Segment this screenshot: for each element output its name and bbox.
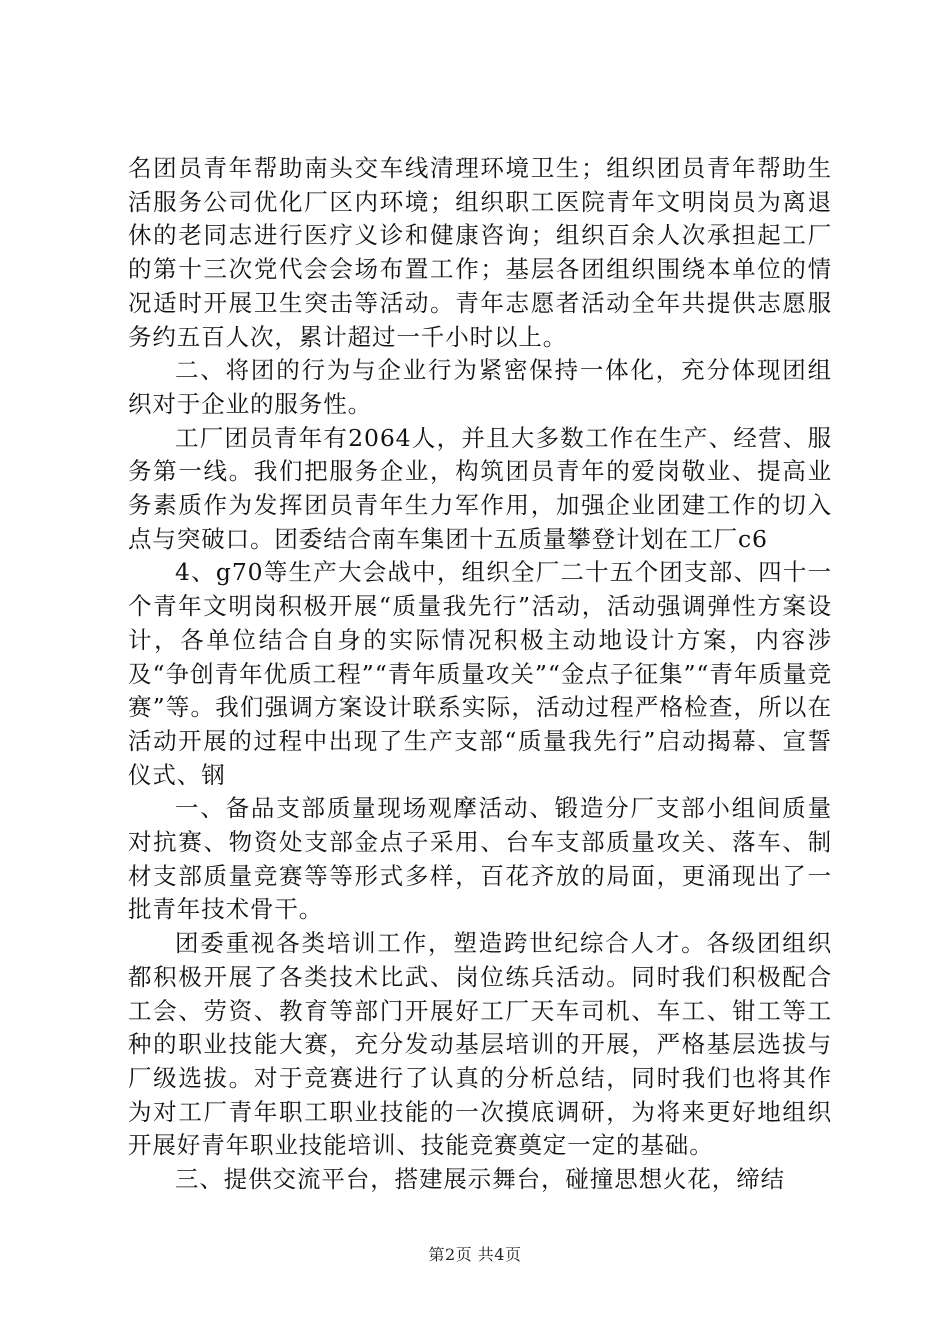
page-number-label: 第2页 共4页 — [428, 1245, 522, 1264]
paragraph-training-work: 团委重视各类培训工作，塑造跨世纪综合人才。各级团组织都积极开展了各类技术比武、岗位练兵活动。同时我们积极配合工会、劳资、教育等部门开展好工厂天车司机、车工、钳工等工种的职业技能大赛，充分发动基层培训的开展，严格基层选拔与厂级选拔。对于竞赛进行了认真的分析总结，同时我们也将其作为对工厂青年职工职业技能的一次摸底调研，为将来更好地组织开展好青年职业技能培训、技能竞赛奠定一定的基础。 — [128, 929, 832, 1160]
page-footer — [0, 1242, 950, 1265]
document-body — [128, 152, 832, 1197]
paragraph-section-two-heading: 二、将团的行为与企业行为紧密保持一体化，充分体现团组织对于企业的服务性。 — [128, 356, 832, 418]
paragraph-quality-campaign: 4、g70等生产大会战中，组织全厂二十五个团支部、四十一个青年文明岗积极开展“质量我先行”活动，活动强调弹性方案设计，各单位结合自身的实际情况积极主动地设计方案，内容涉及“争创青年优质工程”“青年质量攻关”“金点子征集”“青年质量竞赛”等。我们强调方案设计联系实际，活动过程严格检查，所以在活动开展的过程中出现了生产支部“质量我先行”启动揭幕、宣誓仪式、钢 — [128, 558, 832, 789]
paragraph-section-three-heading: 三、提供交流平台，搭建展示舞台，碰撞思想火花，缔结 — [175, 1165, 785, 1194]
paragraph-volunteer-activities: 名团员青年帮助南头交车线清理环境卫生；组织团员青年帮助生活服务公司优化厂区内环境；组织职工医院青年文明岗员为离退休的老同志进行医疗义诊和健康咨询；组织百余人次承担起工厂的第十三次党代会会场布置工作；基层各团组织围绕本单位的情况适时开展卫生突击等活动。青年志愿者活动全年共提供志愿服务约五百人次，累计超过一千小时以上。 — [128, 154, 832, 351]
paragraph-youth-members: 工厂团员青年有2064人，并且大多数工作在生产、经营、服务第一线。我们把服务企业，构筑团员青年的爱岗敬业、提高业务素质作为发挥团员青年生力军作用，加强企业团建工作的切入点与突破口。团委结合南车集团十五质量攀登计划在工厂c6 — [128, 423, 832, 553]
paragraph-branch-activities: 一、备品支部质量现场观摩活动、锻造分厂支部小组间质量对抗赛、物资处支部金点子采用、台车支部质量攻关、落车、制材支部质量竞赛等等形式多样，百花齐放的局面，更涌现出了一批青年技术骨干。 — [128, 794, 832, 924]
